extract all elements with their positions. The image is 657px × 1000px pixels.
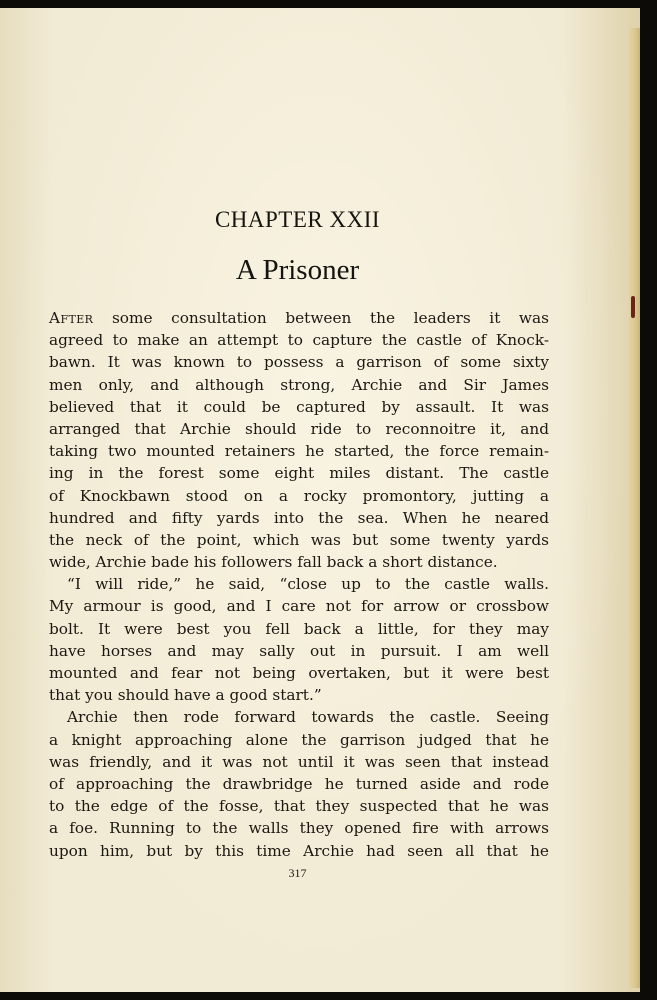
text-line: taking two mounted retainers he started, the force remain-	[49, 442, 549, 461]
binding-mark	[631, 296, 635, 318]
text-line: a foe. Running to the walls they opened fire with arrows	[49, 819, 549, 838]
text-line: have horses and may sally out in pursuit. I am well	[49, 641, 549, 660]
text-line: to the edge of the fosse, that they suspected that he was	[49, 797, 549, 816]
chapter-heading: CHAPTER XXII	[214, 207, 381, 232]
text-line: of Knockbawn stood on a rocky promontory, jutting a	[49, 486, 549, 505]
text-line: bolt. It were best you fell back a little, for they may	[49, 619, 549, 638]
text-line: wide, Archie bade his followers fall back a short distance.	[49, 553, 498, 572]
text-line-1: After some consultation between the leaders it was	[49, 309, 549, 327]
text-line: bawn. It was known to possess a garrison of some sixty	[49, 353, 549, 372]
text-line: agreed to make an attempt to capture the castle of Knock-	[49, 331, 549, 350]
book-page	[0, 8, 640, 992]
text-line: My armour is good, and I care not for arrow or crossbow	[49, 597, 549, 616]
text-line: believed that it could be captured by assault. It was	[49, 397, 549, 416]
text-line: ing in the forest some eight miles distant. The castle	[49, 464, 549, 483]
text-line: hundred and fifty yards into the sea. When he neared	[49, 508, 549, 527]
text-line: of approaching the drawbridge he turned aside and rode	[49, 774, 549, 793]
text-line: men only, and although strong, Archie and Sir James	[49, 375, 549, 394]
text-line: Archie then rode forward towards the castle. Seeing	[67, 708, 549, 727]
text-line: a knight approaching alone the garrison judged that he	[49, 730, 549, 749]
chapter-title: A Prisoner	[235, 254, 360, 286]
drop-word: After	[49, 309, 94, 327]
page-number: 317	[288, 866, 307, 880]
text-line: mounted and fear not being overtaken, but it were best	[49, 664, 549, 682]
text-line: was friendly, and it was not until it was seen that instead	[49, 752, 549, 771]
text-line: upon him, but by this time Archie had seen all that he	[49, 841, 549, 860]
text-line: “I will ride,” he said, “close up to the castle walls.	[67, 575, 549, 594]
page-edge-shadow	[628, 28, 640, 988]
text-line: that you should have a good start.”	[49, 686, 322, 705]
text-line: arranged that Archie should ride to reconnoitre it, and	[49, 419, 549, 438]
text-line: the neck of the point, which was but some twenty yards	[49, 530, 549, 549]
body-text	[49, 307, 549, 862]
